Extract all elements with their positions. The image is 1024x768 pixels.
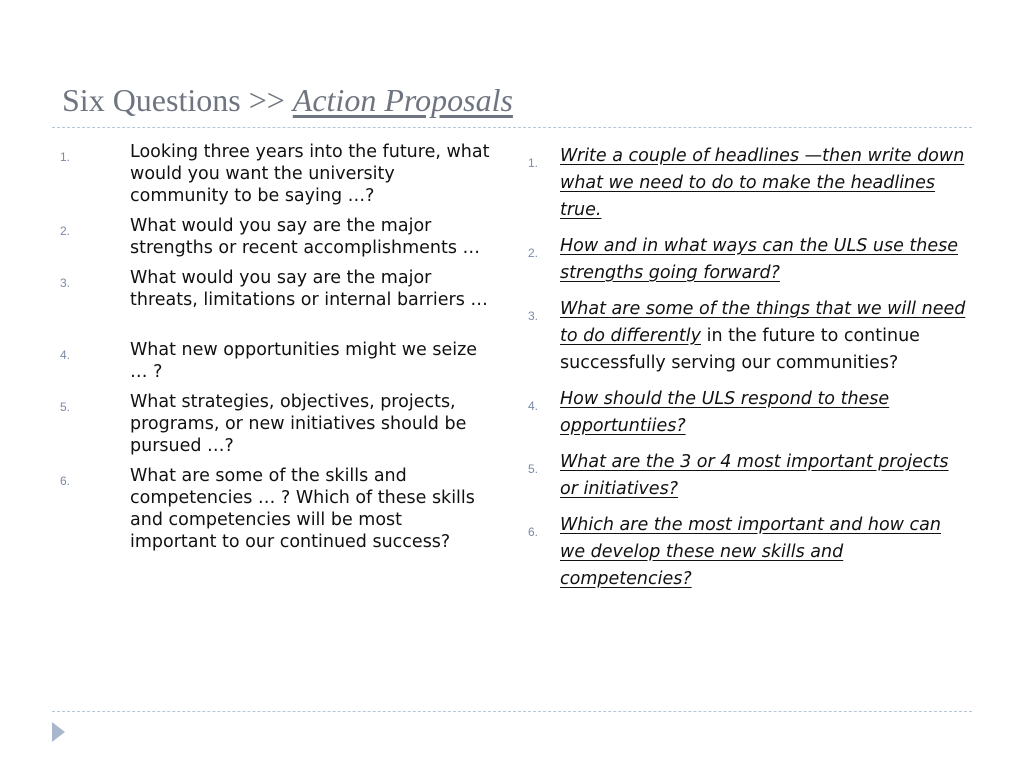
question-text: What new opportunities might we seize … ?	[130, 340, 478, 382]
list-item	[528, 449, 968, 503]
item-number: 5.	[60, 400, 71, 414]
proposal-emphasis: How and in what ways can the ULS use these strengths going forward?	[560, 236, 959, 283]
question-text: What strategies, objectives, projects, programs, or new initiatives should be pursued …?	[130, 392, 467, 456]
list-item	[60, 339, 490, 383]
list-item	[528, 233, 968, 287]
list-item	[528, 296, 968, 377]
question-text: Looking three years into the future, what would you want the university community to be saying …?	[130, 142, 490, 206]
item-number: 1.	[528, 156, 539, 170]
questions-list	[60, 141, 490, 561]
item-number: 3.	[528, 309, 539, 323]
item-number: 4.	[60, 348, 71, 362]
proposal-emphasis: Write a couple of headlines —then write down what we need to do to make the headlines true.	[560, 146, 965, 220]
list-item	[60, 465, 490, 553]
item-number: 1.	[60, 150, 71, 164]
slide-title-main: Six Questions >>	[62, 82, 293, 118]
list-item	[60, 391, 490, 457]
play-arrow-icon[interactable]	[52, 722, 65, 742]
proposal-emphasis: How should the ULS respond to these opportuntiies?	[560, 389, 890, 436]
list-item	[528, 512, 968, 593]
item-number: 6.	[528, 525, 539, 539]
list-item	[60, 215, 490, 259]
proposal-emphasis: Which are the most important and how can we develop these new skills and competencies?	[560, 515, 941, 589]
slide-title	[62, 82, 513, 119]
item-number: 3.	[60, 276, 71, 290]
list-item	[528, 386, 968, 440]
proposal-emphasis: What are the 3 or 4 most important projects or initiatives?	[560, 452, 949, 499]
item-number: 2.	[60, 224, 71, 238]
list-item	[60, 267, 490, 311]
proposal-text: in the future to continue successfully serving our communities?	[560, 326, 920, 373]
item-number: 5.	[528, 462, 539, 476]
slide-title-sub: Action Proposals	[292, 82, 513, 118]
list-item	[60, 141, 490, 207]
list-item	[528, 143, 968, 224]
item-number: 2.	[528, 246, 539, 260]
item-number: 4.	[528, 399, 539, 413]
item-number: 6.	[60, 474, 71, 488]
top-divider	[52, 127, 972, 128]
question-text: What are some of the skills and competencies … ? Which of these skills and competencies will be most important to our continued success?	[130, 466, 475, 552]
question-text: What would you say are the major threats, limitations or internal barriers …	[130, 268, 488, 310]
action-proposals-list	[528, 143, 968, 602]
question-text: What would you say are the major strengths or recent accomplishments …	[130, 216, 481, 258]
proposal-emphasis: What are some of the things that we will need to do differently	[560, 299, 966, 346]
bottom-divider	[52, 711, 972, 712]
